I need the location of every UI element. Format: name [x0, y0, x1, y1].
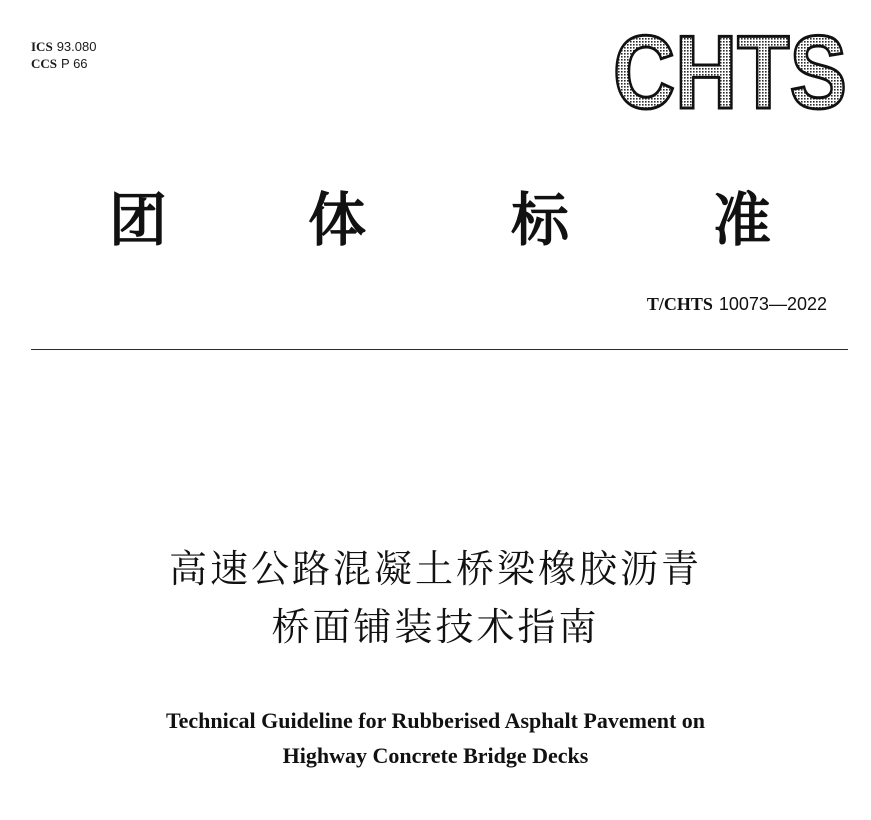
english-title-line: Technical Guideline for Rubberised Asphalt Pavement on	[165, 708, 706, 733]
standard-type-char: 体	[307, 186, 367, 254]
chinese-title	[0, 540, 871, 656]
ics-code	[31, 38, 96, 55]
standard-type-char: 准	[712, 186, 772, 254]
standard-type-char: 团	[108, 186, 168, 254]
logo-text: CHTS	[613, 15, 847, 131]
standard-number-value: 10073—2022	[718, 294, 827, 314]
ics-value: 93.080	[56, 39, 97, 54]
standard-type-heading	[0, 180, 871, 260]
english-title-line: Highway Concrete Bridge Decks	[282, 743, 589, 768]
header-divider	[31, 349, 848, 350]
ccs-label: CCS	[31, 56, 58, 71]
ccs-code	[31, 55, 96, 72]
ccs-value: P 66	[61, 56, 88, 71]
english-title	[0, 703, 871, 773]
standard-number-prefix: T/CHTS	[646, 294, 713, 314]
standard-type-char: 标	[510, 186, 570, 254]
chinese-title-line: 高速公路混凝土桥梁橡胶沥青	[168, 547, 702, 591]
chts-logo	[609, 14, 851, 131]
ics-label: ICS	[31, 39, 53, 54]
chinese-title-line: 桥面铺装技术指南	[271, 605, 600, 649]
classification-codes	[31, 38, 96, 72]
standard-number	[647, 294, 827, 315]
